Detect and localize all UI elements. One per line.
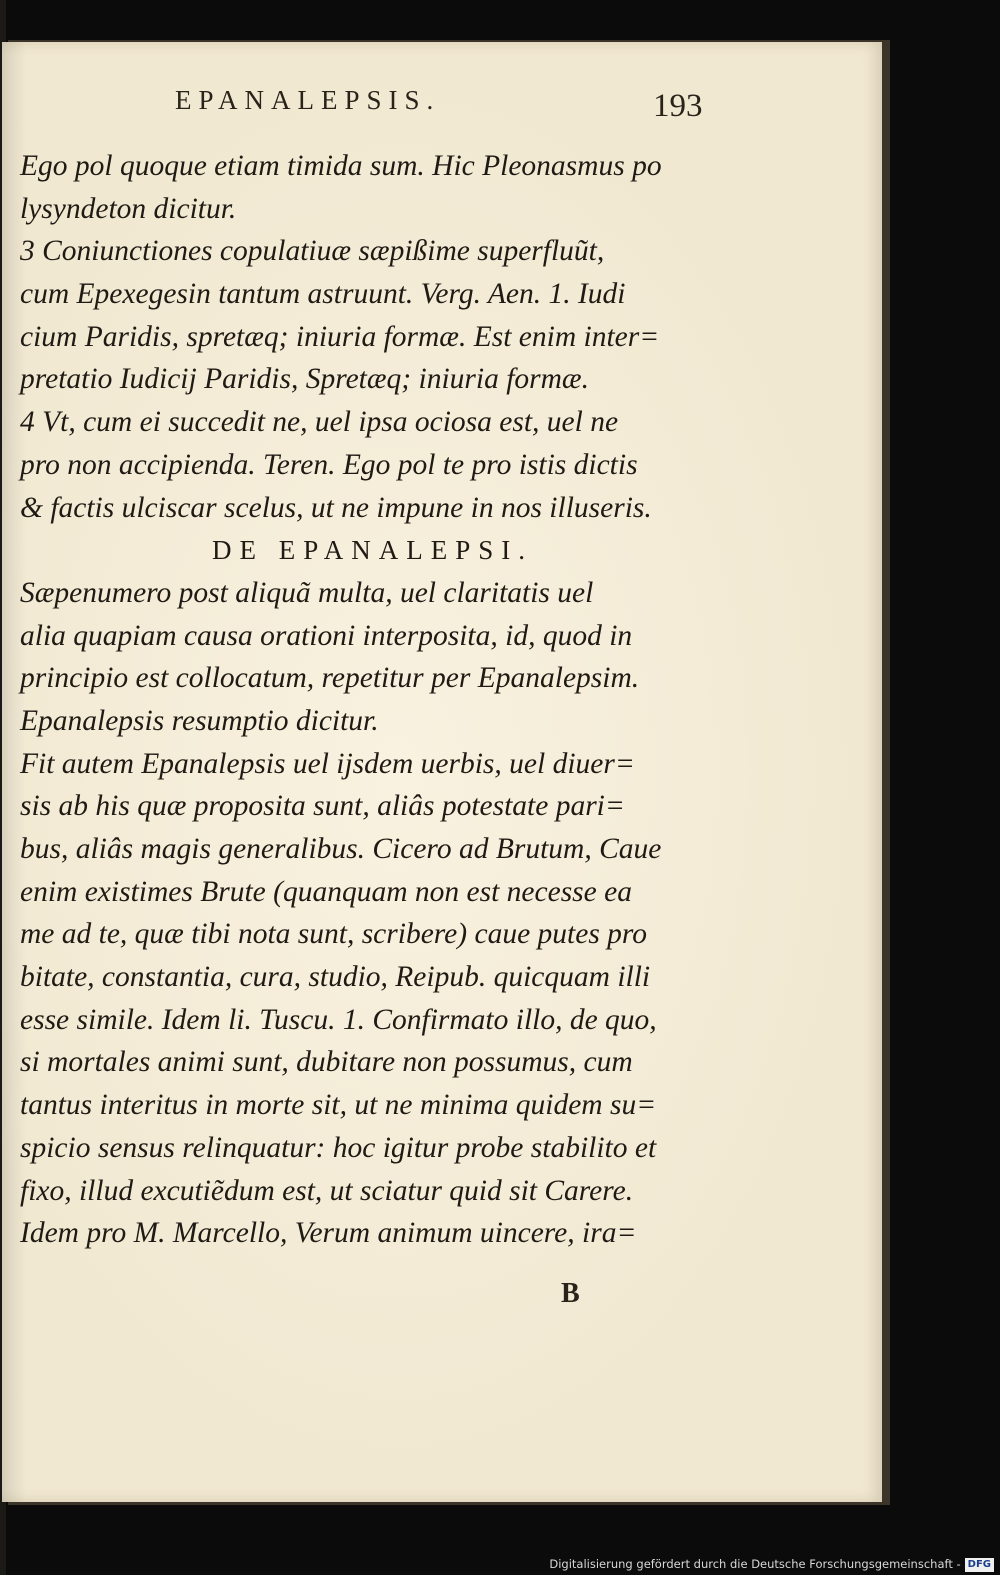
text-line: si mortales animi sunt, dubitare non possumus, cum	[20, 1046, 633, 1079]
text-line: me ad te, quæ tibi nota sunt, scribere) caue putes pro	[20, 918, 648, 951]
text-line: Sæpenumero post aliquã multa, uel claritatis uel	[20, 576, 594, 609]
text-line: & factis ulciscar scelus, ut ne impune in nos illuseris.	[20, 491, 652, 524]
running-head: EPANALEPSIS.	[175, 85, 441, 115]
credit-text: Digitalisierung gefördert durch die Deutsche Forschungsgemeinschaft -	[549, 1557, 961, 1571]
text-line: tantus interitus in morte sit, ut ne minima quidem su=	[20, 1089, 657, 1122]
digitization-credit	[549, 1555, 994, 1573]
dfg-logo: DFG	[965, 1558, 994, 1572]
text-line: cium Paridis, spretæq; iniuria formæ. Est enim inter=	[20, 320, 660, 353]
section-heading: DE EPANALEPSI.	[211, 535, 534, 566]
text-line: pretatio Iudicij Paridis, Spretæq; iniuria formæ.	[20, 363, 589, 396]
text-line: enim existimes Brute (quanquam non est necesse ea	[20, 875, 632, 908]
text-line: spicio sensus relinquatur: hoc igitur probe stabilito et	[20, 1131, 657, 1164]
text-line: 3 Coniunctiones copulatiuæ sæpißime superfluũt,	[20, 235, 605, 268]
text-line: alia quapiam causa orationi interposita, id, quod in	[20, 619, 633, 652]
text-line: principio est collocatum, repetitur per Epanalepsim.	[20, 662, 640, 695]
text-line: pro non accipienda. Teren. Ego pol te pro istis dictis	[20, 448, 638, 481]
text-line: sis ab his quæ proposita sunt, aliâs potestate pari=	[20, 790, 625, 823]
text-line: bus, aliâs magis generalibus. Cicero ad Brutum, Caue	[20, 833, 662, 865]
text-line: Idem pro M. Marcello, Verum animum uincere, ira=	[20, 1217, 637, 1250]
signature-mark: B	[561, 1278, 580, 1309]
text-line: esse simile. Idem li. Tuscu. 1. Confirmato illo, de quo,	[20, 1003, 657, 1036]
text-line: cum Epexegesin tantum astruunt. Verg. Aen. 1. Iudi	[20, 278, 626, 311]
text-line: lysyndeton dicitur.	[20, 192, 237, 225]
text-line: 4 Vt, cum ei succedit ne, uel ipsa ociosa est, uel ne	[20, 406, 619, 439]
text-line: Epanalepsis resumptio dicitur.	[20, 704, 379, 737]
text-line: Ego pol quoque etiam timida sum. Hic Pleonasmus po	[20, 150, 662, 182]
text-line: Fit autem Epanalepsis uel ijsdem uerbis, uel diuer=	[20, 747, 635, 780]
text-line: bitate, constantia, cura, studio, Reipub. quicquam illi	[20, 961, 651, 994]
page-number: 193	[653, 88, 703, 124]
body-text	[20, 145, 685, 1255]
text-line: fixo, illud excutiẽdum est, ut sciatur quid sit Carere.	[20, 1174, 634, 1207]
